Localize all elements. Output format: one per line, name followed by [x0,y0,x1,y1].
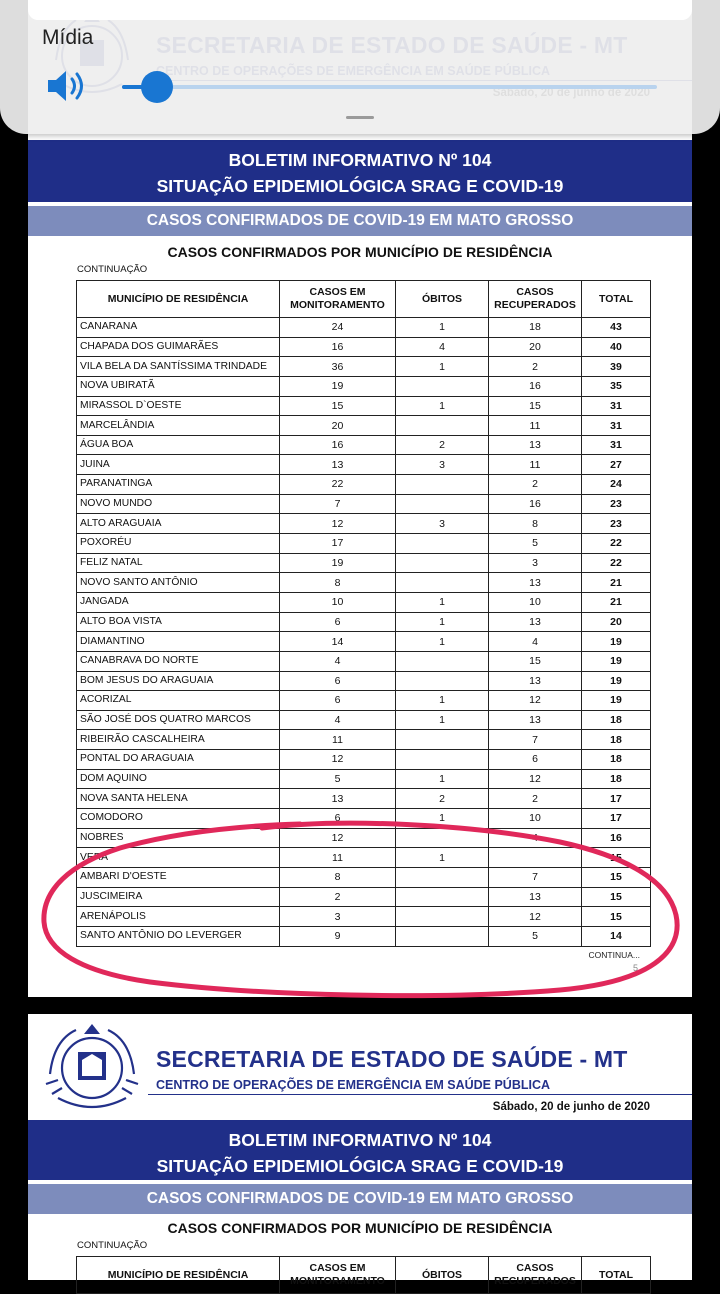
cell-monitoramento: 6 [280,809,396,829]
cell-total: 22 [582,553,651,573]
table-row [77,887,651,907]
cell-municipio: VERA [77,848,280,868]
cell-recuperados: 16 [489,494,582,514]
col-header-monitoramento-l1: CASOS EM [309,1262,366,1274]
cell-obitos [396,376,489,396]
cell-total: 15 [582,887,651,907]
col-header-municipio: MUNICÍPIO DE RESIDÊNCIA [77,1257,280,1294]
cell-monitoramento: 8 [280,867,396,887]
cell-recuperados: 13 [489,435,582,455]
cell-recuperados: 12 [489,907,582,927]
cell-recuperados: 13 [489,887,582,907]
cell-total: 22 [582,534,651,554]
cell-total: 16 [582,828,651,848]
cell-obitos [396,926,489,946]
cell-recuperados: 12 [489,769,582,789]
document-page-1 [28,0,692,997]
cell-monitoramento: 6 [280,691,396,711]
cell-total: 23 [582,514,651,534]
cell-obitos [396,534,489,554]
cell-monitoramento: 17 [280,534,396,554]
table-row [77,789,651,809]
cell-monitoramento: 6 [280,671,396,691]
cell-obitos [396,416,489,436]
cases-table [76,280,651,947]
cell-monitoramento: 20 [280,416,396,436]
table-row [77,926,651,946]
cell-monitoramento: 11 [280,730,396,750]
cell-recuperados: 13 [489,573,582,593]
col-header-monitoramento [280,1257,396,1294]
cell-obitos: 1 [396,769,489,789]
cell-recuperados: 13 [489,612,582,632]
continua-label: CONTINUA... [588,950,640,960]
cell-municipio: CHAPADA DOS GUIMARÃES [77,337,280,357]
cell-municipio: ÁGUA BOA [77,435,280,455]
cell-total: 31 [582,396,651,416]
cell-municipio: MARCELÂNDIA [77,416,280,436]
volume-slider-track[interactable] [122,85,657,89]
col-header-recuperados-l2: RECUPERADOS [494,299,576,311]
cell-obitos [396,907,489,927]
cell-obitos: 1 [396,592,489,612]
cell-monitoramento: 5 [280,769,396,789]
cell-obitos [396,553,489,573]
cell-obitos: 1 [396,612,489,632]
cell-obitos [396,867,489,887]
table-row [77,475,651,495]
cell-obitos [396,730,489,750]
cell-obitos: 1 [396,809,489,829]
cell-recuperados: 11 [489,416,582,436]
cell-municipio: FELIZ NATAL [77,553,280,573]
table-row [77,357,651,377]
col-header-total: TOTAL [582,281,651,318]
cell-total: 19 [582,691,651,711]
cell-recuperados: 15 [489,396,582,416]
page-number: 5 [632,963,638,973]
bulletin-date: Sábado, 20 de junho de 2020 [492,1101,650,1113]
col-header-recuperados-l1: CASOS [516,1262,554,1274]
cell-recuperados: 5 [489,926,582,946]
col-header-monitoramento-l2: MONITORAMENTO [290,1275,385,1287]
state-seal-icon [36,1014,148,1118]
cell-monitoramento: 12 [280,750,396,770]
section-band: CASOS CONFIRMADOS DE COVID-19 EM MATO GROSSO [28,206,692,236]
cell-municipio: NOVA SANTA HELENA [77,789,280,809]
table-row [77,769,651,789]
table-row [77,514,651,534]
media-volume-panel [0,0,720,134]
cell-recuperados: 20 [489,337,582,357]
table-row [77,848,651,868]
col-header-obitos: ÓBITOS [396,1257,489,1294]
cell-recuperados: 2 [489,789,582,809]
col-header-monitoramento-l1: CASOS EM [309,286,366,298]
cell-municipio: CANABRAVA DO NORTE [77,651,280,671]
cell-recuperados: 12 [489,691,582,711]
cell-monitoramento: 11 [280,848,396,868]
cell-municipio: JUSCIMEIRA [77,887,280,907]
cell-municipio: CANARANA [77,318,280,338]
continuation-label: CONTINUAÇÃO [77,264,148,275]
cell-obitos [396,750,489,770]
table-row [77,318,651,338]
cell-recuperados: 7 [489,730,582,750]
cell-monitoramento: 12 [280,514,396,534]
section-title: CASOS CONFIRMADOS POR MUNICÍPIO DE RESIDÊNCIA [167,1220,553,1236]
table-row [77,435,651,455]
col-header-recuperados [489,1257,582,1294]
table-row [77,534,651,554]
org-subtitle: CENTRO DE OPERAÇÕES DE EMERGÊNCIA EM SAÚDE PÚBLICA [156,1078,551,1092]
cell-total: 40 [582,337,651,357]
header-divider [148,1094,692,1095]
cell-total: 20 [582,612,651,632]
cell-obitos: 1 [396,848,489,868]
cell-monitoramento: 13 [280,789,396,809]
cell-total: 15 [582,867,651,887]
cell-monitoramento: 8 [280,573,396,593]
cell-recuperados: 13 [489,671,582,691]
cell-municipio: NOVO MUNDO [77,494,280,514]
table-row [77,750,651,770]
cell-municipio: AMBARI D'OESTE [77,867,280,887]
table-row [77,730,651,750]
cell-total: 19 [582,651,651,671]
cell-total: 18 [582,769,651,789]
cell-municipio: RIBEIRÃO CASCALHEIRA [77,730,280,750]
cell-total: 15 [582,907,651,927]
cell-monitoramento: 9 [280,926,396,946]
cell-total: 24 [582,475,651,495]
col-header-municipio: MUNICÍPIO DE RESIDÊNCIA [77,281,280,318]
cell-monitoramento: 24 [280,318,396,338]
cell-obitos: 1 [396,632,489,652]
cell-municipio: NOVO SANTO ANTÔNIO [77,573,280,593]
bulletin-banner [28,140,692,204]
cell-obitos [396,651,489,671]
cases-table-2 [76,1256,651,1294]
cell-recuperados: 5 [489,534,582,554]
col-header-obitos: ÓBITOS [396,281,489,318]
cell-monitoramento: 6 [280,612,396,632]
table-body [77,318,651,947]
cell-municipio: NOBRES [77,828,280,848]
org-title: SECRETARIA DE ESTADO DE SAÚDE - MT [156,1046,628,1072]
table-row [77,553,651,573]
cell-monitoramento: 16 [280,337,396,357]
col-header-monitoramento-l2: MONITORAMENTO [290,299,385,311]
cell-total: 19 [582,671,651,691]
col-header-recuperados-l1: CASOS [516,286,554,298]
table-row [77,907,651,927]
cell-recuperados: 4 [489,828,582,848]
cell-monitoramento: 16 [280,435,396,455]
table-row [77,710,651,730]
cell-municipio: MIRASSOL D`OESTE [77,396,280,416]
cell-municipio: DIAMANTINO [77,632,280,652]
table-header-row [77,281,651,318]
cell-obitos [396,475,489,495]
cell-recuperados [489,848,582,868]
cell-municipio: BOM JESUS DO ARAGUAIA [77,671,280,691]
cell-total: 31 [582,435,651,455]
cell-obitos: 1 [396,357,489,377]
cell-monitoramento: 19 [280,553,396,573]
table-row [77,671,651,691]
table-header-row [77,1257,651,1294]
cell-municipio: COMODORO [77,809,280,829]
cell-recuperados: 16 [489,376,582,396]
col-header-monitoramento [280,281,396,318]
cell-obitos: 2 [396,789,489,809]
cell-monitoramento: 13 [280,455,396,475]
cell-obitos [396,671,489,691]
cell-municipio: PONTAL DO ARAGUAIA [77,750,280,770]
cell-municipio: DOM AQUINO [77,769,280,789]
cell-recuperados: 8 [489,514,582,534]
cell-total: 23 [582,494,651,514]
document-header-2 [28,1014,692,1120]
bulletin-subtitle: SITUAÇÃO EPIDEMIOLÓGICA SRAG E COVID-19 [156,176,564,196]
col-header-recuperados-l2: RECUPERADOS [494,1275,576,1287]
table-row [77,691,651,711]
cell-obitos: 2 [396,435,489,455]
table-row [77,651,651,671]
section-band: CASOS CONFIRMADOS DE COVID-19 EM MATO GROSSO [28,1184,692,1214]
cell-municipio: ARENÁPOLIS [77,907,280,927]
cell-obitos: 1 [396,396,489,416]
volume-slider-thumb[interactable] [141,71,173,103]
cell-total: 43 [582,318,651,338]
cell-total: 27 [582,455,651,475]
table-row [77,592,651,612]
cell-obitos: 1 [396,691,489,711]
cell-obitos: 1 [396,318,489,338]
table-row [77,376,651,396]
cell-monitoramento: 7 [280,494,396,514]
cell-total: 31 [582,416,651,436]
cell-recuperados: 10 [489,809,582,829]
cell-total: 15 [582,848,651,868]
cell-monitoramento: 3 [280,907,396,927]
cell-recuperados: 15 [489,651,582,671]
cell-recuperados: 13 [489,710,582,730]
table-row [77,455,651,475]
cell-recuperados: 7 [489,867,582,887]
cell-obitos [396,828,489,848]
cell-obitos: 4 [396,337,489,357]
cell-municipio: SANTO ANTÔNIO DO LEVERGER [77,926,280,946]
table-row [77,416,651,436]
cell-monitoramento: 4 [280,710,396,730]
cell-municipio: PARANATINGA [77,475,280,495]
media-label: Mídia [42,26,94,49]
cell-recuperados: 18 [489,318,582,338]
cell-monitoramento: 15 [280,396,396,416]
cell-total: 39 [582,357,651,377]
cell-total: 19 [582,632,651,652]
cell-recuperados: 3 [489,553,582,573]
cell-recuperados: 2 [489,357,582,377]
cell-obitos: 1 [396,710,489,730]
cell-monitoramento: 19 [280,376,396,396]
cell-municipio: POXORÉU [77,534,280,554]
cell-municipio: VILA BELA DA SANTÍSSIMA TRINDADE [77,357,280,377]
panel-drag-handle[interactable] [346,116,374,119]
table-row [77,828,651,848]
cell-recuperados: 2 [489,475,582,495]
table-row [77,809,651,829]
bulletin-title: BOLETIM INFORMATIVO Nº 104 [228,150,492,170]
cell-obitos [396,494,489,514]
table-row [77,573,651,593]
section-title: CASOS CONFIRMADOS POR MUNICÍPIO DE RESIDÊNCIA [167,244,553,260]
cell-recuperados: 11 [489,455,582,475]
cell-monitoramento: 12 [280,828,396,848]
cell-municipio: ALTO BOA VISTA [77,612,280,632]
cell-municipio: JUINA [77,455,280,475]
cell-municipio: JANGADA [77,592,280,612]
cell-total: 18 [582,710,651,730]
cell-obitos: 3 [396,455,489,475]
cell-total: 21 [582,592,651,612]
table-row [77,494,651,514]
cell-total: 18 [582,730,651,750]
table-row [77,867,651,887]
table-row [77,337,651,357]
cell-monitoramento: 4 [280,651,396,671]
cell-monitoramento: 10 [280,592,396,612]
cell-recuperados: 4 [489,632,582,652]
cell-recuperados: 6 [489,750,582,770]
panel-page-edge [28,0,692,20]
cell-monitoramento: 36 [280,357,396,377]
continuation-label: CONTINUAÇÃO [77,1240,148,1251]
document-page-2 [28,1014,692,1287]
table-row [77,632,651,652]
bulletin-subtitle: SITUAÇÃO EPIDEMIOLÓGICA SRAG E COVID-19 [156,1156,564,1176]
cell-total: 17 [582,789,651,809]
cell-total: 18 [582,750,651,770]
cell-municipio: ACORIZAL [77,691,280,711]
cell-monitoramento: 22 [280,475,396,495]
cell-obitos [396,887,489,907]
table-row [77,612,651,632]
cell-total: 35 [582,376,651,396]
cell-municipio: ALTO ARAGUAIA [77,514,280,534]
cell-total: 14 [582,926,651,946]
speaker-icon[interactable] [46,66,92,106]
cell-obitos: 3 [396,514,489,534]
cell-monitoramento: 2 [280,887,396,907]
cell-municipio: SÃO JOSÉ DOS QUATRO MARCOS [77,710,280,730]
bulletin-title: BOLETIM INFORMATIVO Nº 104 [228,1130,492,1150]
cell-municipio: NOVA UBIRATÃ [77,376,280,396]
bulletin-banner [28,1120,692,1184]
cell-monitoramento: 14 [280,632,396,652]
cell-obitos [396,573,489,593]
cell-recuperados: 10 [489,592,582,612]
col-header-recuperados [489,281,582,318]
cell-total: 21 [582,573,651,593]
col-header-total: TOTAL [582,1257,651,1294]
cell-total: 17 [582,809,651,829]
table-row [77,396,651,416]
